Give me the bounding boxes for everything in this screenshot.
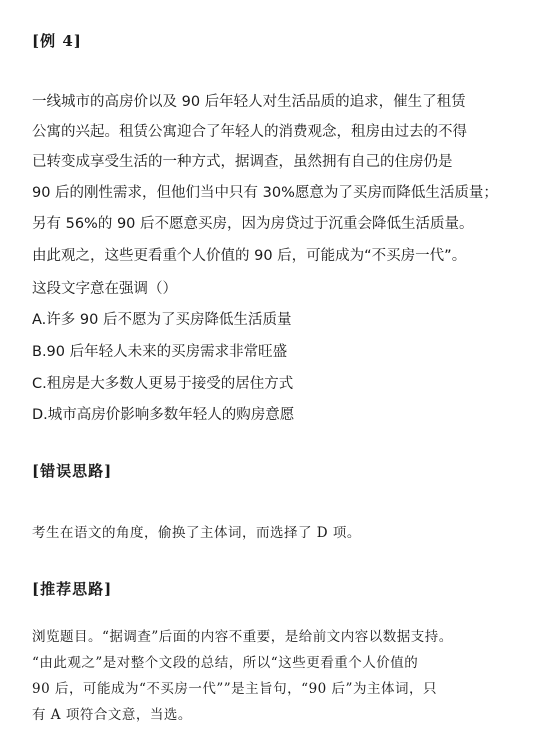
question-line: 由此观之，这些更看重个人价值的 90 后，可能成为“不买房一代”。 [32, 248, 467, 264]
recommended-approach-heading: [推荐思路] [32, 580, 113, 598]
question-line: 90 后的刚性需求，但他们当中只有 30%愿意为了买房而降低生活质量； [32, 185, 498, 201]
recommended-line: 浏览题目。“据调查”后面的内容不重要，是给前文内容以数据支持。 [32, 629, 453, 645]
option-d: D.城市高房价影响多数年轻人的购房意愿 [32, 407, 295, 423]
question-line: 一线城市的高房价以及 90 后年轻人对生活品质的追求，催生了租赁 [32, 94, 466, 110]
recommended-line: 有 A 项符合文意，当选。 [32, 707, 192, 723]
option-c: C.租房是大多数人更易于接受的居住方式 [32, 376, 294, 392]
option-a: A.许多 90 后不愿为了买房降低生活质量 [32, 312, 292, 328]
option-b: B.90 后年轻人未来的买房需求非常旺盛 [32, 344, 288, 360]
wrong-approach-heading: [错误思路] [32, 462, 113, 480]
question-line: 公寓的兴起。租赁公寓迎合了年轻人的消费观念，租房由过去的不得 [32, 124, 467, 140]
question-prompt: 这段文字意在强调（） [32, 281, 177, 297]
recommended-line: “由此观之”是对整个文段的总结，所以“这些更看重个人价值的 [32, 655, 419, 671]
example-heading: [例 4] [32, 32, 82, 50]
wrong-approach-text: 考生在语文的角度，偷换了主体词，而选择了 D 项。 [32, 525, 361, 541]
question-line: 另有 56%的 90 后不愿意买房，因为房贷过于沉重会降低生活质量。 [32, 216, 474, 232]
recommended-line: 90 后，可能成为“不买房一代””是主旨句，“90 后”为主体词，只 [32, 681, 437, 697]
question-line: 已转变成享受生活的一种方式，据调查，虽然拥有自己的住房仍是 [32, 154, 453, 170]
